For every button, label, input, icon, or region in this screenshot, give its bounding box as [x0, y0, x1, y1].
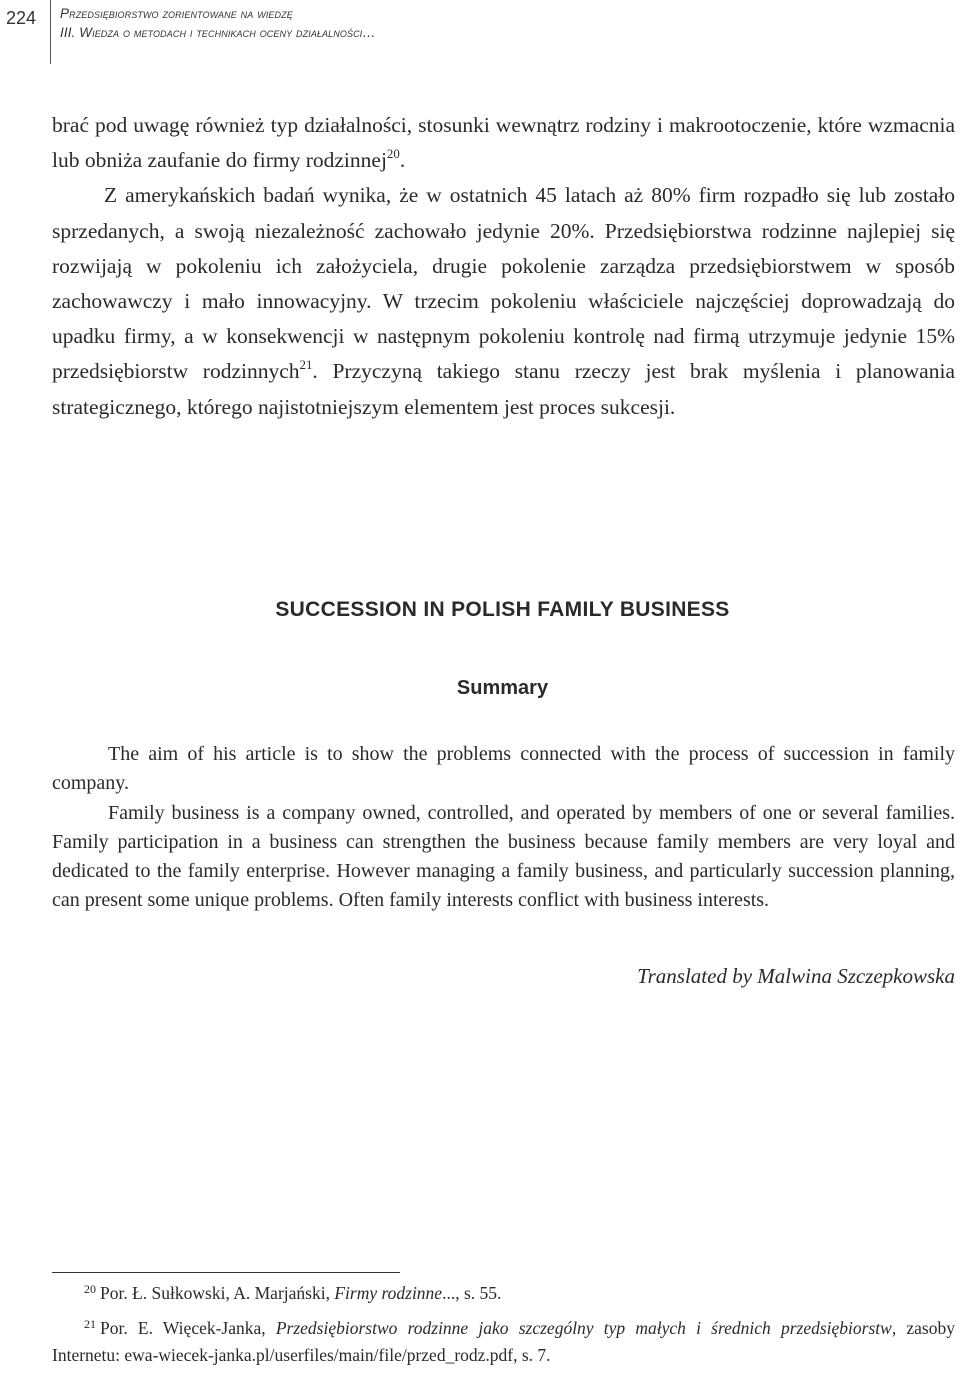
footnote-number: 21	[84, 1317, 96, 1331]
footnote-text-end: ..., s. 55.	[442, 1283, 502, 1303]
body-paragraph-1-end: .	[399, 148, 406, 173]
page-number: 224	[6, 8, 37, 28]
summary-paragraph-1: The aim of his article is to show the problems connected with the process of succession in family company.	[52, 743, 955, 795]
footnote-number: 20	[84, 1282, 96, 1296]
footnote-21	[52, 1316, 955, 1368]
running-title-line-2: III. Wiedza o metodach i technikach oceny działalności…	[60, 25, 376, 40]
footnote-ref-21[interactable]: 21	[299, 357, 313, 372]
footnotes	[52, 1281, 955, 1376]
translator-credit: Translated by Malwina Szczepkowska	[637, 964, 955, 988]
footnote-ref-20[interactable]: 20	[386, 146, 400, 161]
header-divider	[50, 0, 51, 64]
page-header	[0, 0, 960, 64]
body-paragraph-2-text: Z amerykańskich badań wynika, że w ostatnich 45 latach aż 80% firm rozpadło się lub zostało sprzedanych, a swoją niezależność zachowało jedynie 20%. Przedsiębiorstwa rodzinne najlepiej się rozwijają w pokoleniu ich założyciela, drugie pokolenie zarządza przedsiębiorstwem w sposób zachowawczy i mało innowacyjny. W trzecim pokoleniu właściciele najczęściej doprowadzają do upadku firmy, a w konsekwencji w następnym pokoleniu kontrolę nad firmą utrzymuje jedynie 15% przedsiębiorstw rodzinnych	[52, 183, 955, 384]
footnote-text: Por. E. Więcek-Janka,	[100, 1318, 276, 1338]
summary-paragraph-2: Family business is a company owned, controlled, and operated by members of one or several families. Family participation in a business can strengthen the business because family members are very loyal and dedicated to the family enterprise. However managing a family business, and particularly succession planning, can present some unique problems. Often family interests conflict with business interests.	[52, 801, 955, 912]
body-paragraph-2-end: . Przyczyną takiego stanu rzeczy jest brak myślenia i planowania strategicznego, którego najistotniejszym elementem jest proces sukcesji.	[52, 359, 955, 419]
summary-text	[52, 740, 955, 916]
body-paragraph-1	[52, 108, 955, 178]
footnote-text: Por. Ł. Sułkowski, A. Marjański,	[100, 1283, 335, 1303]
body-paragraph-1-text: brać pod uwagę również typ działalności, stosunki wewnątrz rodziny i makrootoczenie, które wzmacnia lub obniża zaufanie do firmy rodzinnej	[52, 113, 955, 173]
footnote-20	[52, 1281, 955, 1308]
running-title	[60, 4, 376, 42]
section-title: SUCCESSION IN POLISH FAMILY BUSINESS	[275, 598, 730, 621]
footnote-text-end[interactable]: , zasoby Internetu: ewa-wiecek-janka.pl/userfiles/main/file/przed_rodz.pdf, s. 7.	[52, 1318, 955, 1365]
footnote-title: Firmy rodzinne	[334, 1283, 443, 1303]
running-title-line-1: Przedsiębiorstwo zorientowane na wiedzę	[60, 6, 293, 21]
summary-title: Summary	[456, 677, 549, 699]
body-paragraph-2	[52, 178, 955, 424]
body-text	[52, 108, 955, 425]
footnote-divider	[52, 1272, 400, 1273]
footnote-title: Przedsiębiorstwo rodzinne jako szczególny typ małych i średnich przedsiębiorstw	[275, 1318, 892, 1338]
